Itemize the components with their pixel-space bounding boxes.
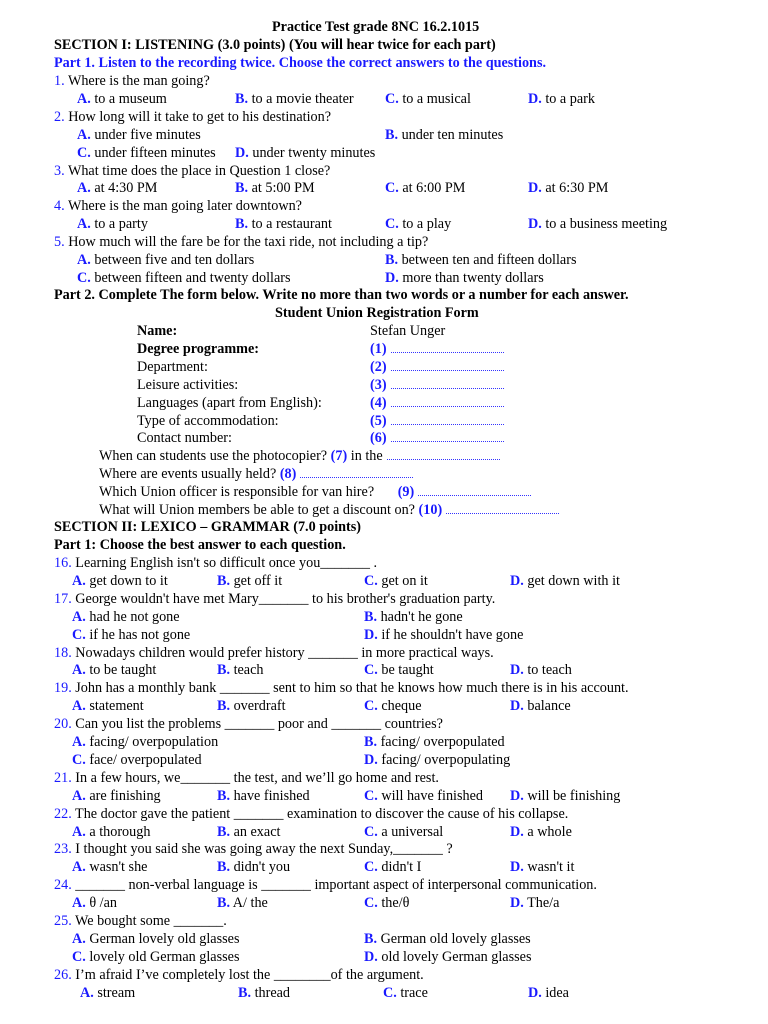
option-letter: B.	[217, 823, 231, 840]
answer-option[interactable]	[217, 895, 268, 913]
option-text: get down to it	[89, 572, 168, 589]
answer-option[interactable]	[364, 895, 409, 913]
form-question-text: Where are events usually held?	[99, 465, 277, 482]
answer-option[interactable]	[364, 627, 523, 645]
option-letter: C.	[383, 984, 397, 1001]
question-number: 23.	[54, 841, 72, 858]
answer-option[interactable]	[385, 216, 451, 234]
option-text: to a museum	[94, 90, 167, 107]
question-line	[54, 967, 424, 985]
option-letter: D.	[510, 895, 524, 912]
answer-option[interactable]	[510, 824, 572, 842]
answer-option[interactable]	[510, 662, 572, 680]
answer-option[interactable]	[510, 895, 559, 913]
option-letter: B.	[217, 895, 231, 912]
option-text: old lovely German glasses	[381, 948, 532, 965]
question-text: The doctor gave the patient _______ examination to discover the cause of his collapse.	[75, 805, 569, 822]
option-letter: B.	[385, 252, 399, 268]
answer-option[interactable]	[77, 91, 167, 109]
option-letter: B.	[217, 698, 231, 715]
question-line	[54, 770, 439, 788]
form-value[interactable]	[370, 341, 504, 359]
question-line	[54, 198, 302, 216]
question-number: 18.	[54, 644, 72, 661]
option-letter: D.	[385, 269, 399, 286]
option-text: to a play	[402, 216, 452, 233]
option-letter: A.	[72, 698, 86, 715]
question-number: 24.	[54, 877, 72, 894]
option-text: under ten minutes	[401, 126, 504, 143]
option-text: between five and ten dollars	[94, 252, 255, 268]
option-letter: B.	[364, 608, 378, 625]
question-line	[54, 73, 210, 91]
answer-option[interactable]	[528, 91, 595, 109]
blank-number: (10)	[418, 501, 443, 518]
form-value[interactable]	[370, 377, 504, 395]
section-2-heading: SECTION II: LEXICO – GRAMMAR (7.0 points)	[54, 519, 362, 535]
answer-option[interactable]	[72, 895, 117, 913]
option-text: an exact	[233, 823, 281, 840]
form-value	[370, 323, 445, 341]
question-number: 5.	[54, 234, 65, 251]
option-text: overdraft	[233, 698, 286, 715]
answer-option[interactable]	[364, 949, 531, 967]
question-text: Learning English isn't so difficult once you_______ .	[75, 555, 378, 571]
option-letter: D.	[528, 90, 542, 107]
option-letter: C.	[385, 180, 399, 197]
question-line	[54, 591, 495, 609]
question-number: 4.	[54, 198, 65, 215]
answer-option[interactable]	[217, 824, 280, 842]
answer-option[interactable]	[510, 788, 620, 806]
question-number: 25.	[54, 913, 72, 929]
answer-option[interactable]	[72, 752, 202, 770]
option-text: facing/ overpopulating	[381, 751, 511, 768]
answer-option[interactable]	[364, 824, 443, 842]
question-text: In a few hours, we_______ the test, and we’ll go home and rest.	[75, 769, 439, 786]
option-letter: B.	[235, 216, 249, 233]
answer-blank[interactable]	[391, 414, 504, 425]
option-letter: A.	[77, 126, 91, 143]
option-letter: D.	[528, 216, 542, 233]
option-letter: A.	[72, 572, 86, 589]
answer-option[interactable]	[72, 931, 239, 949]
form-label: Degree programme:	[137, 340, 259, 357]
form-value[interactable]	[370, 413, 504, 431]
answer-option[interactable]	[72, 698, 144, 716]
form-question-suffix: in the	[350, 448, 383, 464]
answer-option[interactable]	[77, 145, 216, 163]
option-text: to a business meeting	[545, 216, 668, 233]
option-text: are finishing	[89, 787, 161, 804]
option-text: wasn't she	[89, 859, 148, 876]
option-text: trace	[400, 984, 428, 1001]
form-label: Contact number:	[137, 430, 232, 447]
option-text: more than twenty dollars	[402, 269, 544, 286]
option-letter: A.	[72, 895, 86, 912]
answer-option[interactable]	[364, 734, 505, 752]
form-label: Languages (apart from English):	[137, 394, 322, 411]
answer-option[interactable]	[364, 931, 531, 949]
form-value[interactable]	[370, 359, 504, 377]
answer-option[interactable]	[72, 662, 156, 680]
option-letter: B.	[217, 662, 231, 679]
answer-option[interactable]	[77, 180, 157, 198]
answer-blank[interactable]	[391, 360, 504, 371]
option-text: a whole	[527, 823, 572, 840]
option-text: to a musical	[402, 90, 471, 107]
form-filled-value: Stefan Unger	[370, 323, 446, 339]
question-line	[54, 680, 629, 698]
part-2-heading: Part 2. Complete The form below. Write no more than two words or a number for each answer.	[54, 287, 629, 303]
answer-option[interactable]	[364, 698, 422, 716]
question-line	[54, 841, 453, 859]
option-letter: C.	[364, 859, 378, 876]
option-text: cheque	[381, 698, 422, 715]
option-text: if he has not gone	[89, 626, 191, 643]
blank-number: (4)	[370, 394, 387, 411]
form-value[interactable]	[370, 430, 504, 448]
answer-option[interactable]	[364, 788, 483, 806]
question-number: 19.	[54, 680, 72, 697]
option-letter: B.	[238, 984, 252, 1001]
answer-option[interactable]	[72, 824, 150, 842]
form-value[interactable]	[370, 395, 504, 413]
answer-option[interactable]	[235, 180, 315, 198]
option-text: hadn't he gone	[380, 608, 463, 625]
blank-number: (9)	[397, 483, 415, 500]
answer-option[interactable]	[217, 662, 264, 680]
answer-option[interactable]	[77, 216, 148, 234]
answer-option[interactable]	[385, 252, 576, 270]
option-letter: A.	[72, 662, 86, 679]
answer-option[interactable]	[72, 859, 147, 877]
question-line	[54, 806, 568, 824]
option-text: face/ overpopulated	[89, 751, 202, 768]
answer-option[interactable]	[77, 127, 201, 145]
form-title: Student Union Registration Form	[275, 305, 479, 321]
answer-blank[interactable]	[391, 378, 504, 389]
option-text: stream	[97, 984, 136, 1001]
answer-option[interactable]	[235, 145, 375, 163]
option-letter: B.	[385, 126, 399, 143]
question-text: I’m afraid I’ve completely lost the ________of the argument.	[75, 966, 424, 983]
option-text: have finished	[233, 787, 310, 804]
answer-option[interactable]	[528, 985, 569, 1003]
option-letter: D.	[364, 948, 378, 965]
question-text: Can you list the problems _______ poor and _______ countries?	[75, 716, 443, 733]
blank-number: (5)	[370, 412, 387, 429]
option-text: under twenty minutes	[252, 144, 376, 161]
option-text: to a park	[545, 90, 595, 107]
option-letter: B.	[364, 930, 378, 947]
form-label: Type of accommodation:	[137, 412, 279, 429]
blank-number: (7)	[330, 448, 348, 464]
option-text: German lovely old glasses	[89, 930, 240, 947]
answer-option[interactable]	[510, 859, 574, 877]
option-letter: B.	[217, 787, 231, 804]
option-text: lovely old German glasses	[89, 948, 240, 965]
question-text: _______ non-verbal language is _______ important aspect of interpersonal communication.	[75, 877, 597, 894]
answer-option[interactable]	[235, 91, 354, 109]
question-line	[54, 877, 597, 895]
answer-option[interactable]	[72, 573, 168, 591]
option-text: a universal	[381, 823, 444, 840]
form-question-text: When can students use the photocopier?	[99, 448, 328, 464]
answer-option[interactable]	[217, 573, 282, 591]
option-text: under five minutes	[94, 126, 201, 143]
question-text: I thought you said she was going away the next Sunday,_______ ?	[75, 841, 453, 858]
option-letter: A.	[77, 252, 91, 268]
option-text: θ /an	[89, 895, 118, 912]
form-question	[99, 448, 500, 466]
option-letter: C.	[72, 948, 86, 965]
answer-option[interactable]	[72, 788, 161, 806]
question-line	[54, 645, 494, 663]
answer-option[interactable]	[364, 573, 428, 591]
option-text: German old lovely glasses	[380, 930, 531, 947]
option-letter: A.	[72, 930, 86, 947]
form-label: Leisure activities:	[137, 376, 239, 393]
answer-option[interactable]	[528, 180, 608, 198]
answer-option[interactable]	[72, 609, 180, 627]
question-text: We bought some _______.	[75, 913, 227, 929]
answer-option[interactable]	[72, 627, 190, 645]
option-text: at 6:30 PM	[545, 180, 609, 197]
option-letter: C.	[364, 698, 378, 715]
question-line	[54, 234, 428, 252]
option-text: wasn't it	[527, 859, 575, 876]
question-number: 22.	[54, 805, 72, 822]
option-text: the/θ	[381, 895, 410, 912]
option-text: had he not gone	[89, 608, 180, 625]
option-letter: A.	[72, 859, 86, 876]
option-text: will be finishing	[527, 787, 621, 804]
option-text: at 4:30 PM	[94, 180, 158, 197]
option-text: a thorough	[89, 823, 151, 840]
option-letter: A.	[72, 608, 86, 625]
form-question	[99, 466, 413, 484]
option-letter: A.	[77, 90, 91, 107]
option-letter: D.	[510, 572, 524, 589]
question-number: 1.	[54, 73, 65, 89]
answer-blank[interactable]	[391, 342, 504, 353]
option-text: The/a	[527, 895, 560, 912]
question-number: 20.	[54, 716, 72, 733]
answer-option[interactable]	[364, 752, 510, 770]
option-letter: A.	[72, 787, 86, 804]
form-label: Name:	[137, 323, 178, 339]
answer-option[interactable]	[385, 91, 471, 109]
question-number: 17.	[54, 590, 72, 607]
option-text: thread	[254, 984, 291, 1001]
option-text: be taught	[381, 662, 434, 679]
option-letter: C.	[385, 216, 399, 233]
blank-number: (2)	[370, 358, 387, 375]
question-number: 3.	[54, 162, 65, 179]
answer-option[interactable]	[510, 573, 620, 591]
form-question	[99, 484, 531, 502]
page-title: Practice Test grade 8NC 16.2.1015	[272, 19, 480, 35]
option-letter: D.	[528, 180, 542, 197]
option-text: facing/ overpopulated	[380, 734, 505, 750]
answer-option[interactable]	[217, 859, 290, 877]
answer-blank[interactable]	[391, 431, 504, 442]
option-text: didn't you	[233, 859, 291, 876]
option-text: will have finished	[381, 787, 483, 804]
answer-option[interactable]	[385, 180, 465, 198]
answer-option[interactable]	[72, 949, 239, 967]
section-1-heading: SECTION I: LISTENING (3.0 points) (You will hear twice for each part)	[54, 37, 496, 53]
option-text: between fifteen and twenty dollars	[94, 269, 291, 286]
option-text: to a restaurant	[251, 216, 332, 233]
option-letter: D.	[235, 144, 249, 161]
section-2-part-1-heading: Part 1: Choose the best answer to each question.	[54, 537, 346, 553]
option-letter: B.	[217, 572, 231, 589]
option-letter: C.	[364, 787, 378, 804]
question-text: How much will the fare be for the taxi ride, not including a tip?	[68, 234, 429, 251]
question-number: 26.	[54, 966, 72, 983]
question-text: What time does the place in Question 1 close?	[67, 162, 331, 179]
answer-option[interactable]	[528, 216, 667, 234]
question-line	[54, 163, 330, 181]
question-text: Nowadays children would prefer history _______ in more practical ways.	[75, 644, 494, 661]
question-number: 2.	[54, 108, 65, 125]
option-letter: D.	[510, 787, 524, 804]
option-letter: D.	[510, 662, 524, 679]
option-letter: D.	[510, 698, 524, 715]
option-letter: C.	[364, 572, 378, 589]
blank-number: (1)	[370, 340, 387, 357]
option-text: at 5:00 PM	[251, 180, 315, 197]
option-letter: B.	[235, 180, 249, 197]
answer-option[interactable]	[72, 734, 218, 752]
option-letter: D.	[510, 859, 524, 876]
answer-option[interactable]	[385, 270, 544, 288]
answer-blank[interactable]	[446, 503, 559, 514]
answer-option[interactable]	[364, 609, 463, 627]
option-text: to a movie theater	[251, 90, 354, 107]
option-text: under fifteen minutes	[94, 144, 216, 161]
form-question	[99, 502, 559, 520]
question-number: 21.	[54, 769, 72, 786]
option-letter: C.	[72, 626, 86, 643]
question-line	[54, 555, 377, 573]
option-letter: D.	[364, 751, 378, 768]
option-text: A/ the	[232, 895, 268, 912]
answer-blank[interactable]	[300, 467, 413, 478]
option-letter: D.	[510, 823, 524, 840]
form-label: Department:	[137, 358, 208, 375]
option-letter: C.	[77, 144, 91, 161]
option-text: get on it	[381, 572, 428, 589]
question-text: How long will it take to get to his destination?	[68, 108, 332, 125]
blank-number: (8)	[279, 465, 297, 482]
blank-number: (3)	[370, 376, 387, 393]
answer-blank[interactable]	[418, 485, 531, 496]
answer-option[interactable]	[77, 252, 254, 270]
answer-option[interactable]	[510, 698, 571, 716]
question-text: Where is the man going?	[67, 73, 210, 89]
option-text: statement	[89, 698, 144, 715]
question-text: Where is the man going later downtown?	[67, 198, 302, 215]
option-letter: C.	[364, 895, 378, 912]
answer-option[interactable]	[385, 127, 503, 145]
question-text: John has a monthly bank _______ sent to him so that he knows how much there is in his account.	[75, 680, 629, 697]
answer-blank[interactable]	[391, 396, 504, 407]
option-text: at 6:00 PM	[402, 180, 466, 197]
option-letter: D.	[364, 626, 378, 643]
option-letter: C.	[364, 662, 378, 679]
option-text: to be taught	[89, 662, 157, 679]
question-text: George wouldn't have met Mary_______ to his brother's graduation party.	[75, 590, 496, 607]
option-text: if he shouldn't have gone	[381, 626, 524, 643]
option-letter: D.	[528, 984, 542, 1001]
option-text: to a party	[94, 216, 148, 233]
question-number: 16.	[54, 555, 72, 571]
answer-option[interactable]	[235, 216, 332, 234]
blank-number: (6)	[370, 430, 387, 447]
answer-option[interactable]	[77, 270, 291, 288]
option-text: between ten and fifteen dollars	[401, 252, 577, 268]
question-line	[54, 109, 331, 127]
answer-option[interactable]	[383, 985, 428, 1003]
answer-option[interactable]	[364, 859, 421, 877]
option-text: idea	[545, 984, 569, 1001]
option-text: get off it	[233, 572, 283, 589]
answer-option[interactable]	[217, 788, 310, 806]
form-question-text: Which Union officer is responsible for van hire?	[99, 483, 375, 500]
answer-option[interactable]	[364, 662, 434, 680]
option-letter: A.	[77, 180, 91, 197]
option-text: get down with it	[527, 572, 620, 589]
option-text: didn't I	[381, 859, 422, 876]
option-letter: B.	[364, 734, 378, 750]
question-line	[54, 716, 443, 734]
option-letter: A.	[80, 984, 94, 1001]
option-letter: C.	[72, 751, 86, 768]
answer-option[interactable]	[217, 698, 286, 716]
answer-option[interactable]	[238, 985, 290, 1003]
option-letter: C.	[364, 823, 378, 840]
question-line	[54, 913, 227, 931]
option-letter: C.	[77, 269, 91, 286]
option-letter: B.	[235, 90, 249, 107]
option-letter: A.	[72, 823, 86, 840]
option-text: to teach	[527, 662, 572, 679]
option-letter: B.	[217, 859, 231, 876]
option-text: facing/ overpopulation	[89, 734, 219, 750]
option-letter: A.	[77, 216, 91, 233]
answer-blank[interactable]	[387, 449, 500, 460]
part-1-heading: Part 1. Listen to the recording twice. Choose the correct answers to the questions.	[54, 55, 547, 71]
answer-option[interactable]	[80, 985, 135, 1003]
option-letter: C.	[385, 90, 399, 107]
option-letter: A.	[72, 734, 86, 750]
option-text: balance	[527, 698, 571, 715]
form-question-text: What will Union members be able to get a discount on?	[99, 501, 415, 518]
option-text: teach	[233, 662, 264, 679]
